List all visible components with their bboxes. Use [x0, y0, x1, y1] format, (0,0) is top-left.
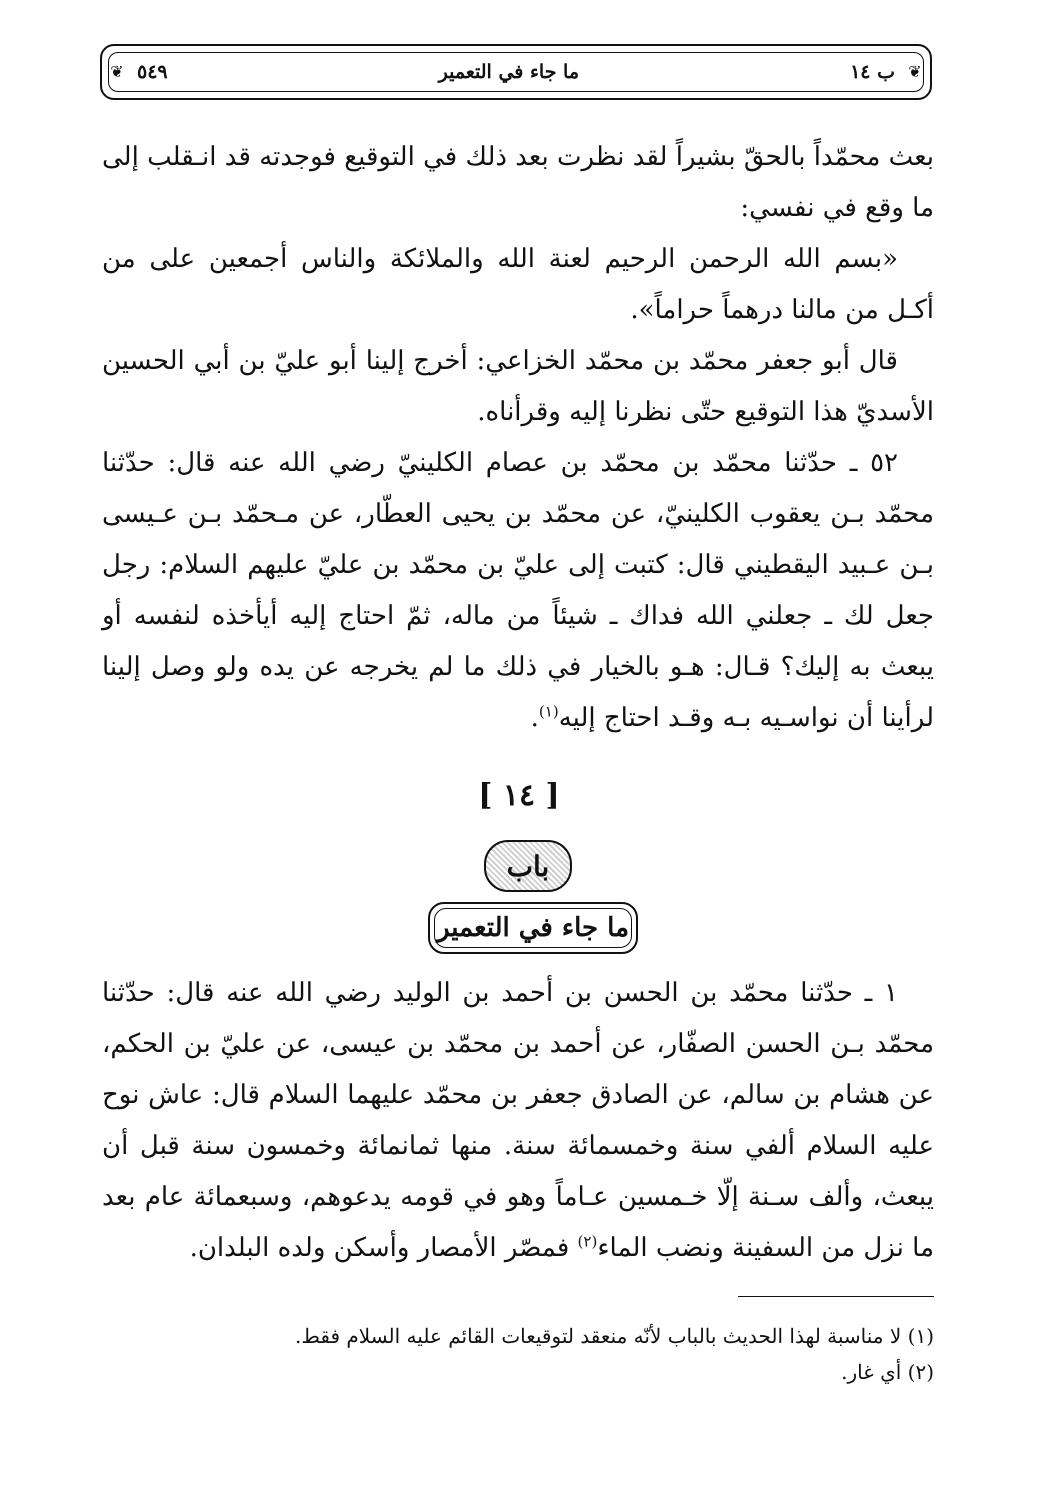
paragraph: «بسم الله الرحمن الرحيم لعنة الله والملائكة والناس أجمعين على من أكـل من مالنا درهماً حراماً».: [102, 244, 934, 325]
footnote-2: (٢) أي غار.: [841, 1360, 934, 1384]
paragraph: ٥٢ ـ حدّثنا محمّد بن محمّد بن عصام الكلينيّ رضي الله عنه قال: حدّثنا محمّد بـن يعقوب الكلينيّ، عن محمّد بن يحيى العطّار، عن مـحمّد بـن عـيسى بـن عـبيد اليقطيني قال: كتبت إلى عليّ بن محمّد بن عليّ عليهم السلام: رجل جعل لك ـ جعلني الله فداك ـ شيئاً من ماله، ثمّ احتاج إليه أيأخذه لنفسه أو يبعث به إليك؟ قـال: هـو بالخيار في ذلك ما لم يخرجه عن يده ولو وصل إلينا لرأينا أن نواسـيه بـه وقـد احتاج إليه$^{(١)}$.: [102, 448, 934, 733]
hadith-1-text: ١ ـ حدّثنا محمّد بن الحسن بن أحمد بن الوليد رضي الله عنه قال: حدّثنا محمّد بـن الحسن الصفّار، عن أحمد بن محمّد بن عيسى، عن عليّ بن الحكم، عن هشام بن سالم، عن الصادق جعفر بن محمّد عليهما السلام قال: عاش نوح عليه السلام ألفي سنة وخمسمائة سنة. منها ثمانمائة وخمسون سنة قبل أن يبعث، وألف سـنة إلّا خـمسين عـاماً وهو في قومه يدعوهم، وسبعمائة عام بعد ما نزل من السفينة ونضب الماء: [102, 978, 934, 1263]
header-chapter-label: ب ١٤: [850, 61, 895, 83]
chapter-title-box: [428, 902, 638, 954]
footnote-divider: [738, 1296, 934, 1297]
hadith-1-end: فمصّر الأمصار وأسكن ولده البلدان.: [189, 1233, 578, 1263]
bab-badge: [484, 840, 572, 892]
chapter-title: ما جاء في التعمير: [436, 913, 630, 943]
footnote-ref-1[interactable]: (١): [538, 702, 559, 721]
page-number: ٥٤٩: [137, 61, 168, 83]
header-frame: [108, 52, 924, 92]
top-text-block: [102, 132, 934, 744]
chapter-number: [ ١٤ ]: [478, 778, 560, 813]
ornament-icon: ❦: [908, 62, 922, 81]
paragraph: قال أبو جعفر محمّد بن محمّد الخزاعي: أخرج إلينا أبو عليّ بن أبي الحسين الأسديّ هذا التوقيع حتّى نظرنا إليه وقرأناه.: [102, 346, 934, 427]
hadith-52-text: ٥٢ ـ حدّثنا محمّد بن محمّد بن عصام الكلينيّ رضي الله عنه قال: حدّثنا محمّد بـن يعقوب الكلينيّ، عن محمّد بن يحيى العطّار، عن مـحمّد بـن عـيسى بـن عـبيد اليقطيني قال: كتبت إلى عليّ بن محمّد بن عليّ عليهم السلام: رجل جعل لك ـ جعلني الله فداك ـ شيئاً من ماله، ثمّ احتاج إليه أيأخذه لنفسه أو يبعث به إليك؟ قـال: هـو بالخيار في ذلك ما لم يخرجه عن يده ولو وصل إلينا لرأينا أن نواسـيه بـه وقـد احتاج إليه: [102, 448, 934, 733]
paragraph: [102, 968, 934, 1274]
footnote-1: (١) لا مناسبة لهذا الحديث بالباب لأنّه منعقد لتوقيعات القائم عليه السلام فقط.: [295, 1324, 934, 1348]
ornament-icon: ❦: [110, 62, 124, 81]
footnotes: [102, 1318, 934, 1390]
bab-label: باب: [506, 849, 550, 883]
running-header: [100, 44, 932, 100]
paragraph: بعث محمّداً بالحقّ بشيراً لقد نظرت بعد ذلك في التوقيع فوجدته قد انـقلب إلى ما وقع في نفسي:: [102, 142, 934, 223]
bottom-text-block: [102, 968, 934, 1274]
header-title: ما جاء في التعمير: [438, 61, 580, 83]
footnote-ref-2[interactable]: (٢): [577, 1232, 598, 1251]
